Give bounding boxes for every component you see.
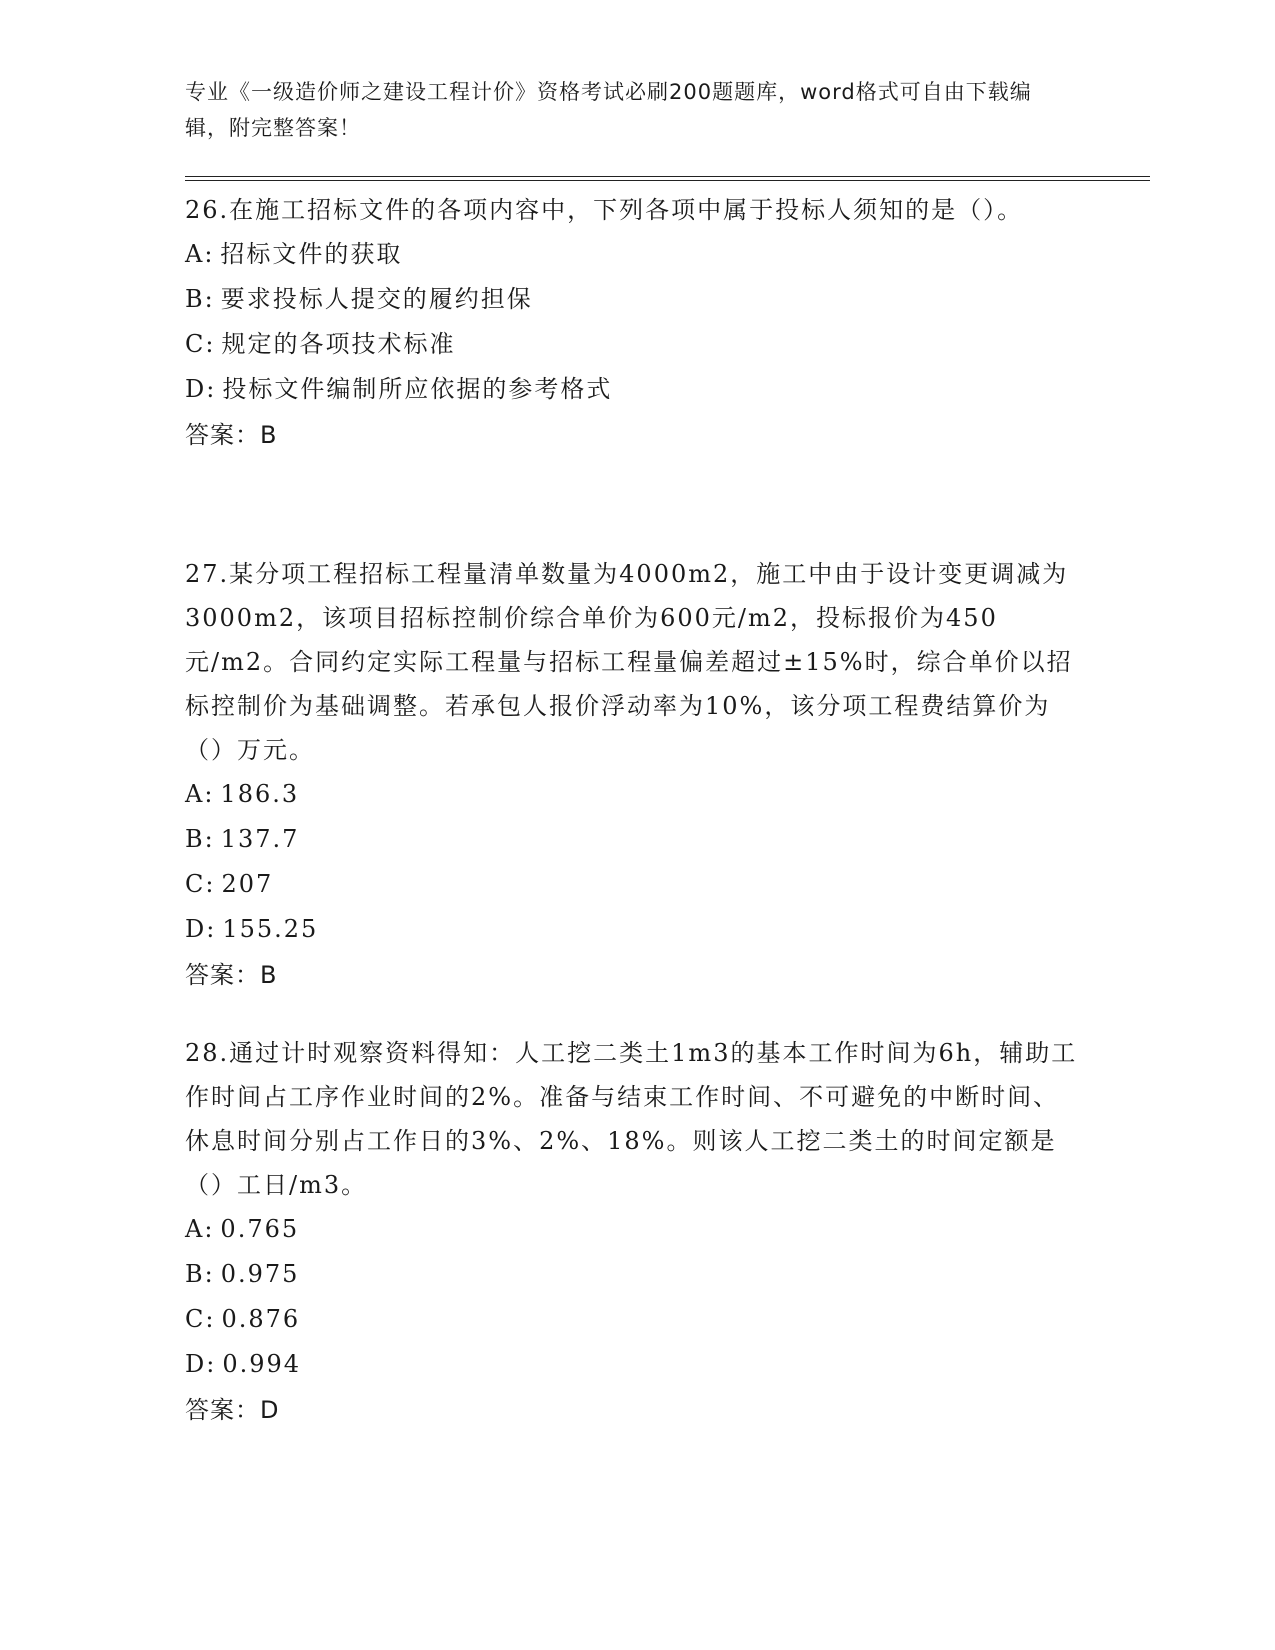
question-27 — [185, 552, 1085, 998]
option-text: 0.765 — [220, 1215, 300, 1243]
option-letter: A: — [185, 1215, 215, 1243]
option-c — [185, 322, 1085, 367]
question-stem: 26.在施工招标文件的各项内容中，下列各项中属于投标人须知的是（）。 — [185, 196, 1024, 224]
option-letter: B: — [185, 285, 215, 313]
answer-line: 答案：B — [185, 961, 278, 989]
option-text: 要求投标人提交的履约担保 — [220, 285, 533, 313]
option-b — [185, 1252, 1085, 1297]
option-letter: C: — [185, 330, 216, 358]
option-c — [185, 1297, 1085, 1342]
option-c — [185, 862, 1085, 907]
option-a — [185, 772, 1085, 817]
option-letter: D: — [185, 915, 217, 943]
option-a — [185, 232, 1085, 277]
question-stem: 28.通过计时观察资料得知：人工挖二类土1m3的基本工作时间为6h，辅助工作时间占工序作业时间的2%。准备与结束工作时间、不可避免的中断时间、休息时间分别占工作日的3%、2%、18%。则该人工挖二类土的时间定额是（）工日/m3。 — [185, 1039, 1078, 1199]
option-text: 155.25 — [222, 915, 319, 943]
option-b — [185, 277, 1085, 322]
option-d — [185, 367, 1085, 412]
option-text: 186.3 — [220, 780, 300, 808]
option-letter: C: — [185, 1305, 216, 1333]
option-text: 0.994 — [222, 1350, 302, 1378]
option-b — [185, 817, 1085, 862]
option-letter: D: — [185, 1350, 217, 1378]
question-26 — [185, 188, 1085, 458]
option-letter: A: — [185, 780, 215, 808]
option-d — [185, 1342, 1085, 1387]
question-stem: 27.某分项工程招标工程量清单数量为4000m2，施工中由于设计变更调减为3000m2，该项目招标控制价综合单价为600元/m2，投标报价为450元/m2。合同约定实际工程量与招标工程量偏差超过±15%时，综合单价以招标控制价为基础调整。若承包人报价浮动率为10%，该分项工程费结算价为（）万元。 — [185, 560, 1073, 764]
option-letter: D: — [185, 375, 217, 403]
option-d — [185, 907, 1085, 952]
question-28 — [185, 1031, 1085, 1433]
option-text: 投标文件编制所应依据的参考格式 — [222, 375, 613, 403]
header-divider-top — [185, 176, 1150, 177]
option-text: 137.7 — [220, 825, 300, 853]
document-header: 专业《一级造价师之建设工程计价》资格考试必刷200题题库，word格式可自由下载编辑，附完整答案！ — [185, 80, 1032, 140]
option-text: 规定的各项技术标准 — [221, 330, 456, 358]
answer-line: 答案：D — [185, 1396, 280, 1424]
answer-line: 答案：B — [185, 421, 278, 449]
option-a — [185, 1207, 1085, 1252]
option-text: 0.975 — [220, 1260, 300, 1288]
option-letter: B: — [185, 1260, 215, 1288]
option-text: 207 — [221, 870, 274, 898]
option-text: 招标文件的获取 — [220, 240, 403, 268]
header-divider-bottom — [185, 180, 1150, 181]
option-letter: B: — [185, 825, 215, 853]
option-letter: C: — [185, 870, 216, 898]
option-letter: A: — [185, 240, 215, 268]
option-text: 0.876 — [221, 1305, 301, 1333]
